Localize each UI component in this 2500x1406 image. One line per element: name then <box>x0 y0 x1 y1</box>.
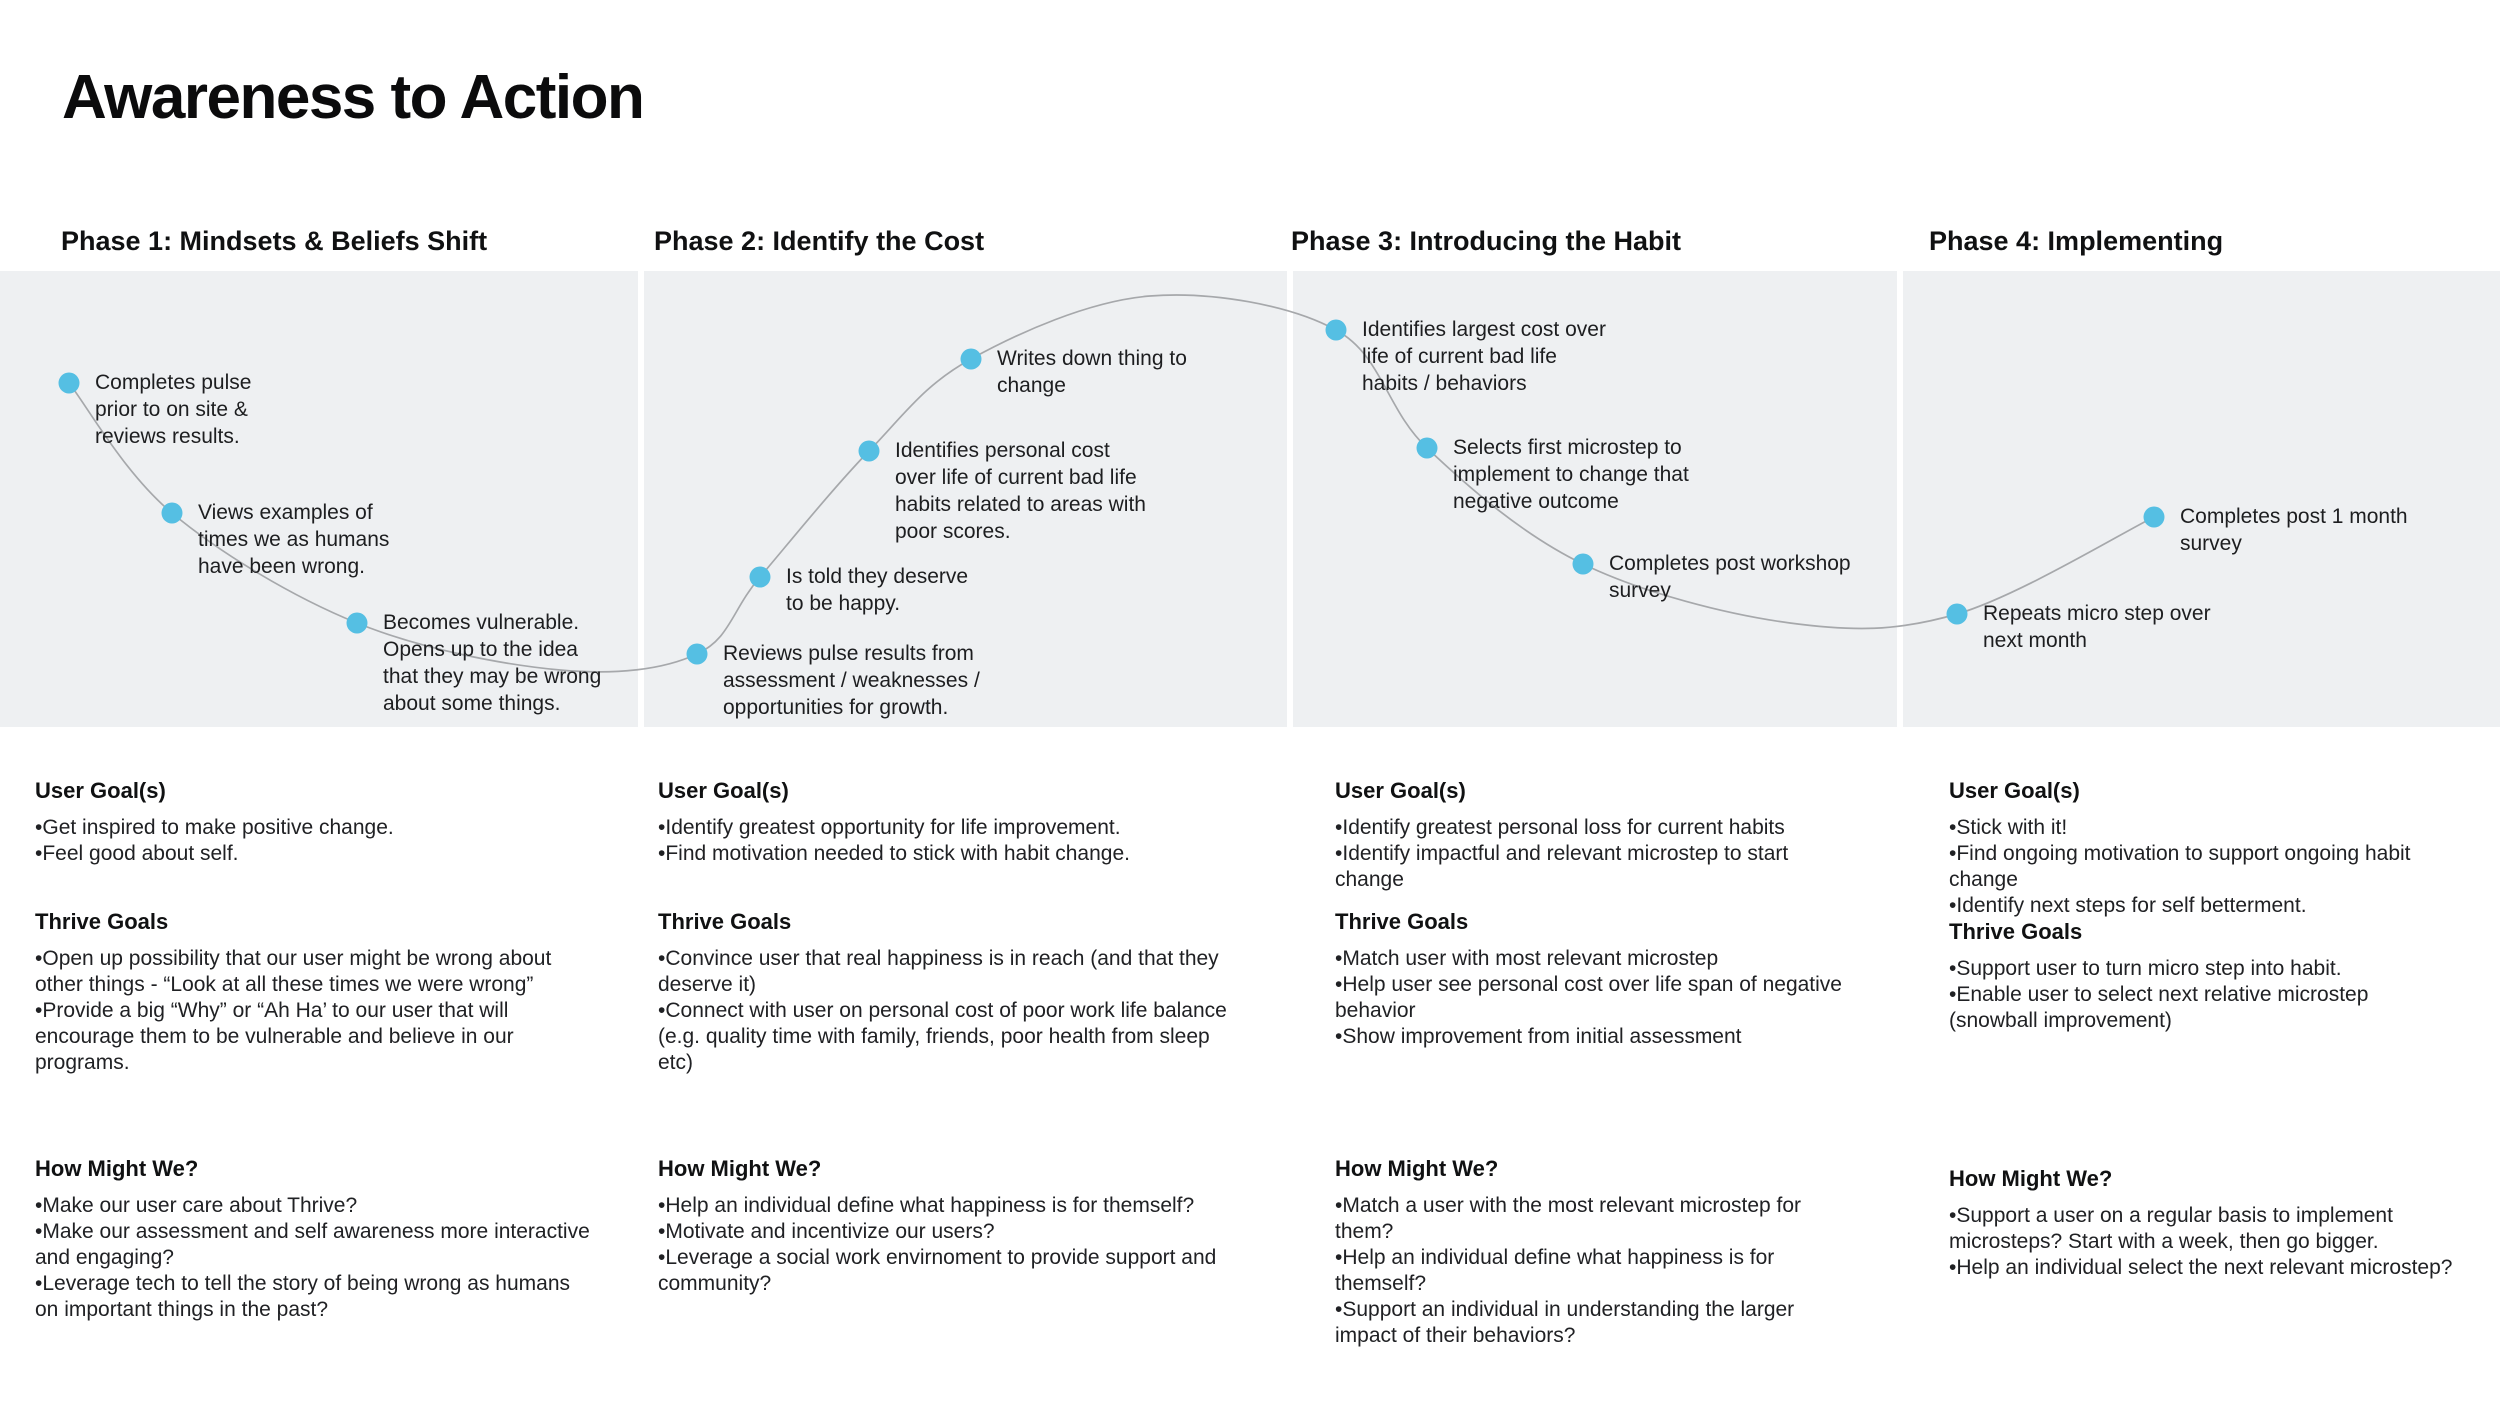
journey-point-dot <box>1947 604 1968 625</box>
hmw-item: • Help an individual define what happiness is for themself? <box>1335 1245 1855 1297</box>
journey-point-label: Repeats micro step over next month <box>1983 602 2211 652</box>
user-goals-section <box>1335 778 1855 909</box>
user-goals-section <box>658 778 1239 909</box>
journey-point-label: Views examples of times we as humans have been wrong. <box>198 501 390 578</box>
journey-point-dot <box>347 613 368 634</box>
thrive-goals-heading: Thrive Goals <box>658 909 792 934</box>
how-might-we-list <box>1335 1193 1855 1349</box>
journey-point-dot <box>1573 554 1594 575</box>
phase-3-header: Phase 3: Introducing the Habit <box>1291 226 1682 256</box>
thrive-goals-section <box>1335 909 1855 1156</box>
hmw-item: • Leverage a social work envirnoment to provide support and community? <box>658 1245 1239 1297</box>
journey-point-dot <box>162 503 183 524</box>
journey-point-label: Is told they deserve to be happy. <box>786 565 969 615</box>
thrive-goals-heading: Thrive Goals <box>1335 909 1469 934</box>
goal-item: • Enable user to select next relative microstep (snowball improvement) <box>1949 982 2460 1034</box>
phase-4-details <box>1897 727 2500 1349</box>
journey-point-label: Identifies largest cost over life of current bad life habits / behaviors <box>1362 318 1606 395</box>
phase-columns <box>0 727 2500 1349</box>
hmw-item: • Make our assessment and self awareness more interactive and engaging? <box>35 1219 590 1271</box>
how-might-we-heading: How Might We? <box>658 1156 822 1181</box>
goal-item: • Match user with most relevant microstep <box>1335 946 1855 972</box>
thrive-goals-heading: Thrive Goals <box>35 909 169 934</box>
thrive-goals-heading: Thrive Goals <box>1949 919 2083 944</box>
how-might-we-list <box>1949 1203 2460 1281</box>
journey-point-label: Becomes vulnerable. Opens up to the idea that they may be wrong about some things. <box>383 611 602 715</box>
goal-item: • Show improvement from initial assessment <box>1335 1024 1855 1050</box>
thrive-goals-list <box>658 946 1239 1076</box>
phase-1-header: Phase 1: Mindsets & Beliefs Shift <box>61 226 488 256</box>
journey-point-dot <box>1326 320 1347 341</box>
hmw-item: • Support an individual in understanding the larger impact of their behaviors? <box>1335 1297 1855 1349</box>
goal-item: • Connect with user on personal cost of poor work life balance (e.g. quality time with family, friends, poor health from sleep etc) <box>658 998 1239 1076</box>
thrive-goals-list <box>35 946 590 1076</box>
journey-point-dot <box>859 441 880 462</box>
phase-4-header: Phase 4: Implementing <box>1929 226 2224 256</box>
goal-item: • Identify greatest personal loss for current habits <box>1335 815 1855 841</box>
user-goals-section <box>35 778 590 909</box>
hmw-item: • Support a user on a regular basis to implement microsteps? Start with a week, then go bigger. <box>1949 1203 2460 1255</box>
goal-item: • Find ongoing motivation to support ongoing habit change <box>1949 841 2460 893</box>
goal-item: • Stick with it! <box>1949 815 2460 841</box>
how-might-we-section <box>1335 1156 1855 1349</box>
hmw-item: • Match a user with the most relevant microstep for them? <box>1335 1193 1855 1245</box>
phase-2-details <box>638 727 1287 1349</box>
user-goals-heading: User Goal(s) <box>35 778 166 803</box>
how-might-we-section <box>35 1156 590 1323</box>
page-title: Awareness to Action <box>62 63 644 132</box>
thrive-goals-section <box>35 909 590 1156</box>
journey-point-label: Completes post workshop survey <box>1609 552 1851 602</box>
user-goals-list <box>1949 815 2460 919</box>
phase-3-details <box>1287 727 1897 1349</box>
phase-2-header: Phase 2: Identify the Cost <box>654 226 985 256</box>
journey-point-dot <box>750 567 771 588</box>
goal-item: • Find motivation needed to stick with habit change. <box>658 841 1239 867</box>
journey-point-label: Writes down thing to change <box>997 347 1187 397</box>
hmw-item: • Motivate and incentivize our users? <box>658 1219 1239 1245</box>
journey-point-dot <box>59 373 80 394</box>
journey-point-label: Selects first microstep to implement to change that negative outcome <box>1453 436 1689 513</box>
thrive-goals-list <box>1335 946 1855 1050</box>
goal-item: • Support user to turn micro step into habit. <box>1949 956 2460 982</box>
thrive-goals-section <box>1949 919 2460 1166</box>
hmw-item: • Help an individual select the next relevant microstep? <box>1949 1255 2460 1281</box>
phase-1-details <box>0 727 638 1349</box>
journey-point-dot <box>961 349 982 370</box>
journey-point-label: Reviews pulse results from assessment / weaknesses / opportunities for growth. <box>723 642 980 719</box>
user-goals-list <box>1335 815 1855 893</box>
thrive-goals-section <box>658 909 1239 1156</box>
journey-point-dot <box>2144 507 2165 528</box>
user-goals-section <box>1949 778 2460 919</box>
how-might-we-list <box>35 1193 590 1323</box>
how-might-we-section <box>658 1156 1239 1297</box>
user-goals-heading: User Goal(s) <box>1335 778 1466 803</box>
goal-item: • Provide a big “Why” or “Ah Ha’ to our user that will encourage them to be vulnerable and believe in our programs. <box>35 998 590 1076</box>
user-goals-list <box>35 815 590 867</box>
journey-band <box>0 271 2500 727</box>
goal-item: • Get inspired to make positive change. <box>35 815 590 841</box>
goal-item: • Identify impactful and relevant microstep to start change <box>1335 841 1855 893</box>
user-goals-list <box>658 815 1239 867</box>
journey-point-dot <box>687 644 708 665</box>
goal-item: • Convince user that real happiness is in reach (and that they deserve it) <box>658 946 1239 998</box>
journey-point-dot <box>1417 438 1438 459</box>
how-might-we-list <box>658 1193 1239 1297</box>
user-goals-heading: User Goal(s) <box>1949 778 2080 803</box>
how-might-we-heading: How Might We? <box>1949 1166 2113 1191</box>
journey-point-label: Identifies personal cost over life of current bad life habits related to areas with poor scores. <box>895 439 1146 543</box>
journey-point-label: Completes post 1 month survey <box>2180 505 2408 555</box>
journey-point-label: Completes pulse prior to on site & reviews results. <box>95 371 252 448</box>
goal-item: • Open up possibility that our user might be wrong about other things - “Look at all these times we were wrong” <box>35 946 590 998</box>
hmw-item: • Make our user care about Thrive? <box>35 1193 590 1219</box>
hmw-item: • Help an individual define what happiness is for themself? <box>658 1193 1239 1219</box>
how-might-we-section <box>1949 1166 2460 1281</box>
goal-item: • Feel good about self. <box>35 841 590 867</box>
thrive-goals-list <box>1949 956 2460 1034</box>
user-goals-heading: User Goal(s) <box>658 778 789 803</box>
hmw-item: • Leverage tech to tell the story of being wrong as humans on important things in the past? <box>35 1271 590 1323</box>
how-might-we-heading: How Might We? <box>1335 1156 1499 1181</box>
goal-item: • Identify next steps for self betterment. <box>1949 893 2460 919</box>
goal-item: • Identify greatest opportunity for life improvement. <box>658 815 1239 841</box>
how-might-we-heading: How Might We? <box>35 1156 199 1181</box>
goal-item: • Help user see personal cost over life span of negative behavior <box>1335 972 1855 1024</box>
